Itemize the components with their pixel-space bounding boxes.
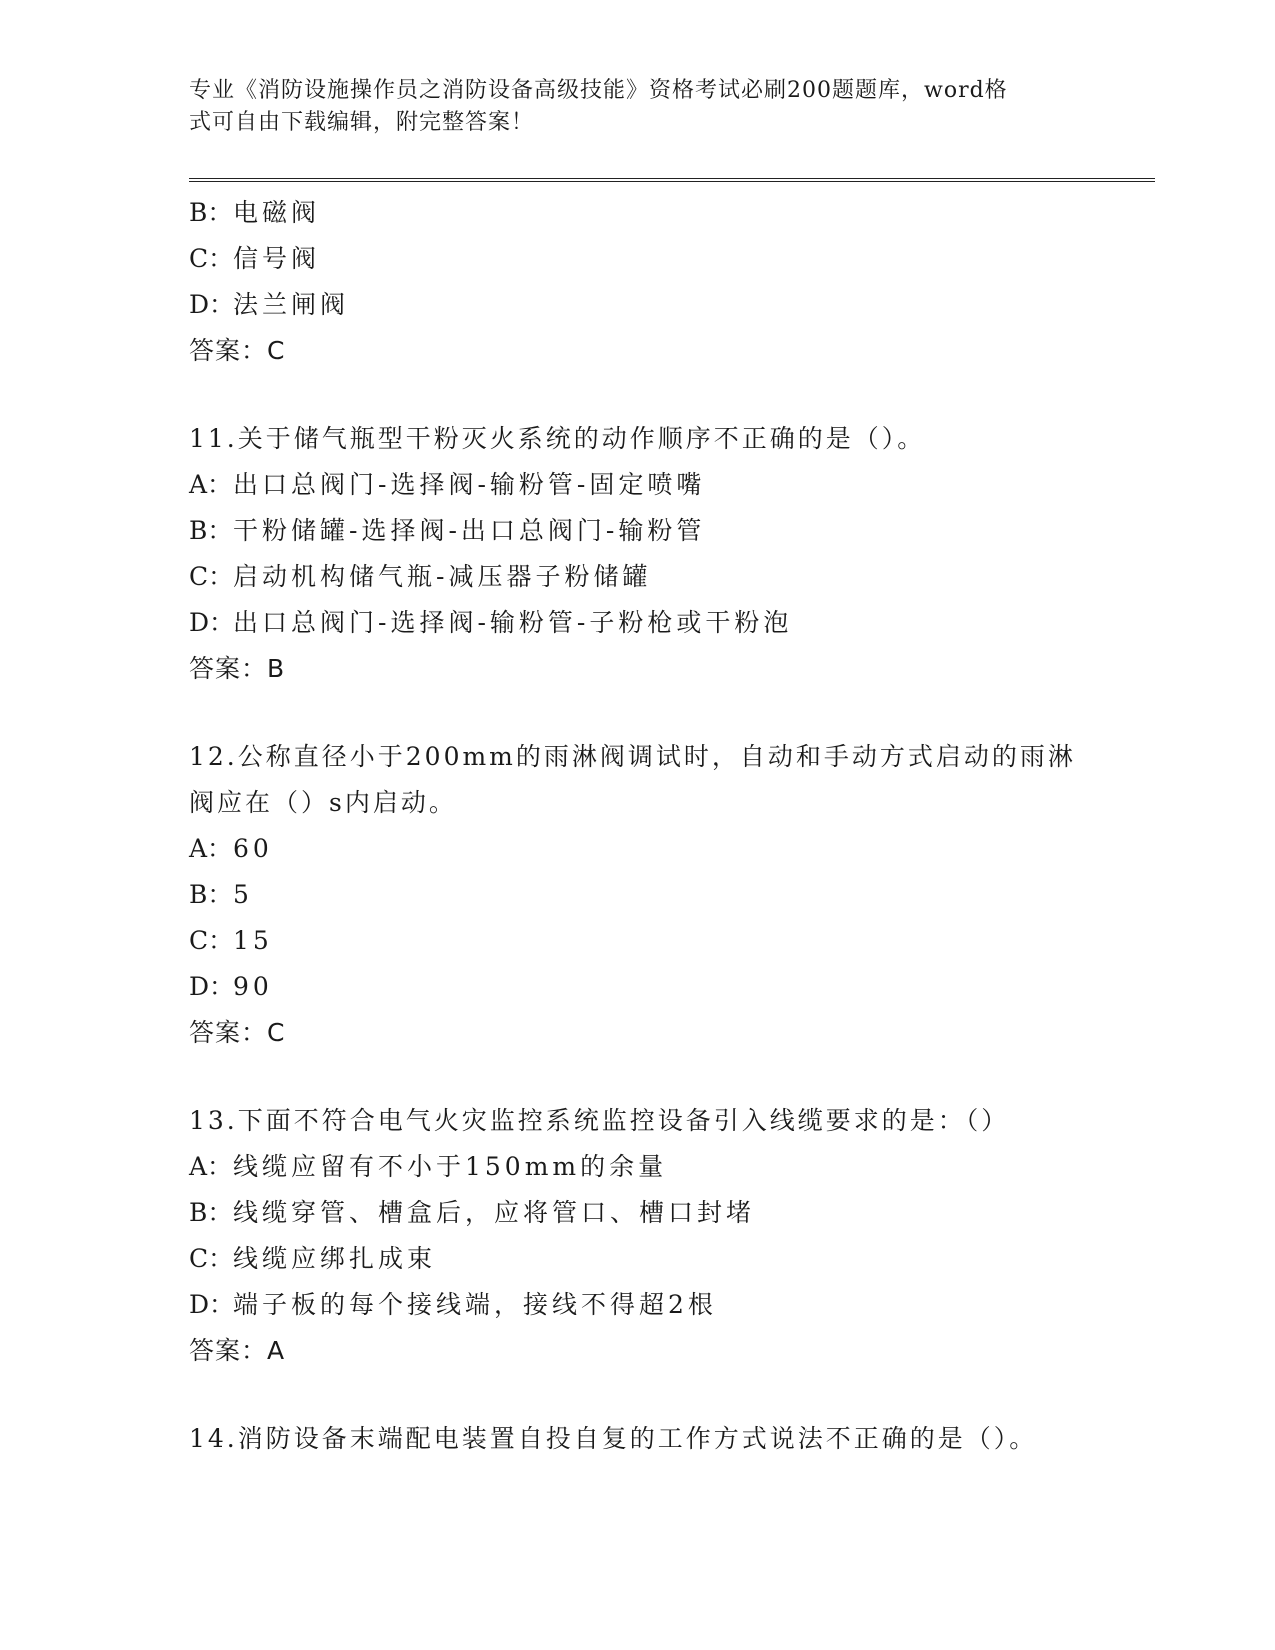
question-stem-line-1: 12.公称直径小于200mm的雨淋阀调试时，自动和手动方式启动的雨淋 <box>189 742 1076 771</box>
question-stem: 11.关于储气瓶型干粉灭火系统的动作顺序不正确的是（）。 <box>189 424 926 453</box>
option-text: 启动机构储气瓶-减压器子粉储罐 <box>233 562 652 591</box>
option-key: B： <box>189 516 233 545</box>
option-text: 线缆穿管、槽盒后，应将管口、槽口封堵 <box>233 1198 756 1227</box>
option-b <box>189 1190 1089 1236</box>
option-d <box>189 282 1089 328</box>
document-header <box>189 75 1079 139</box>
option-text: 线缆应留有不小于150mm的余量 <box>233 1152 668 1181</box>
option-d <box>189 1282 1089 1328</box>
option-text: 出口总阀门-选择阀-输粉管-子粉枪或干粉泡 <box>233 608 793 637</box>
option-b <box>189 190 1089 236</box>
option-c <box>189 1236 1089 1282</box>
option-b <box>189 872 1089 918</box>
question-stem-line-2: 阀应在（）s内启动。 <box>189 788 457 817</box>
option-c <box>189 554 1089 600</box>
option-a <box>189 826 1089 872</box>
option-d <box>189 964 1089 1010</box>
option-d <box>189 600 1089 646</box>
header-title-line-1: 专业《消防设施操作员之消防设备高级技能》资格考试必刷200题题库，word格 <box>189 78 1008 103</box>
answer: 答案：C <box>189 336 286 365</box>
option-key: C： <box>189 926 234 955</box>
option-key: C： <box>189 562 234 591</box>
header-divider <box>189 178 1155 182</box>
question-11 <box>189 416 1089 692</box>
option-key: D： <box>189 1290 235 1319</box>
question-stem: 14.消防设备末端配电装置自投自复的工作方式说法不正确的是（）。 <box>189 1424 1038 1453</box>
option-key: C： <box>189 1244 234 1273</box>
question-14 <box>189 1416 1089 1462</box>
option-key: B： <box>189 880 233 909</box>
option-text: 电磁阀 <box>233 198 321 227</box>
option-key: D： <box>189 972 235 1001</box>
option-key: D： <box>189 608 235 637</box>
answer: 答案：B <box>189 654 286 683</box>
option-text: 5 <box>233 880 253 909</box>
option-key: D： <box>189 290 235 319</box>
option-key: B： <box>189 198 233 227</box>
option-text: 信号阀 <box>233 244 321 273</box>
header-title-line-2: 式可自由下载编辑，附完整答案！ <box>189 110 535 135</box>
option-text: 干粉储罐-选择阀-出口总阀门-输粉管 <box>233 516 706 545</box>
question-13 <box>189 1098 1089 1374</box>
option-text: 端子板的每个接线端，接线不得超2根 <box>233 1290 717 1319</box>
question-list <box>189 190 1089 1462</box>
option-c <box>189 918 1089 964</box>
option-key: A： <box>189 470 233 499</box>
option-key: B： <box>189 1198 233 1227</box>
option-a <box>189 1144 1089 1190</box>
option-a <box>189 462 1089 508</box>
question-continued <box>189 190 1089 374</box>
option-text: 线缆应绑扎成束 <box>233 1244 437 1273</box>
answer: 答案：C <box>189 1018 286 1047</box>
option-c <box>189 236 1089 282</box>
option-text: 60 <box>233 834 273 863</box>
option-text: 法兰闸阀 <box>233 290 350 319</box>
option-b <box>189 508 1089 554</box>
answer: 答案：A <box>189 1336 286 1365</box>
option-text: 90 <box>233 972 273 1001</box>
option-text: 15 <box>233 926 273 955</box>
option-key: C： <box>189 244 234 273</box>
question-stem: 13.下面不符合电气火灾监控系统监控设备引入线缆要求的是：（） <box>189 1106 1010 1135</box>
option-key: A： <box>189 834 233 863</box>
option-key: A： <box>189 1152 233 1181</box>
question-12 <box>189 734 1089 1056</box>
option-text: 出口总阀门-选择阀-输粉管-固定喷嘴 <box>233 470 706 499</box>
